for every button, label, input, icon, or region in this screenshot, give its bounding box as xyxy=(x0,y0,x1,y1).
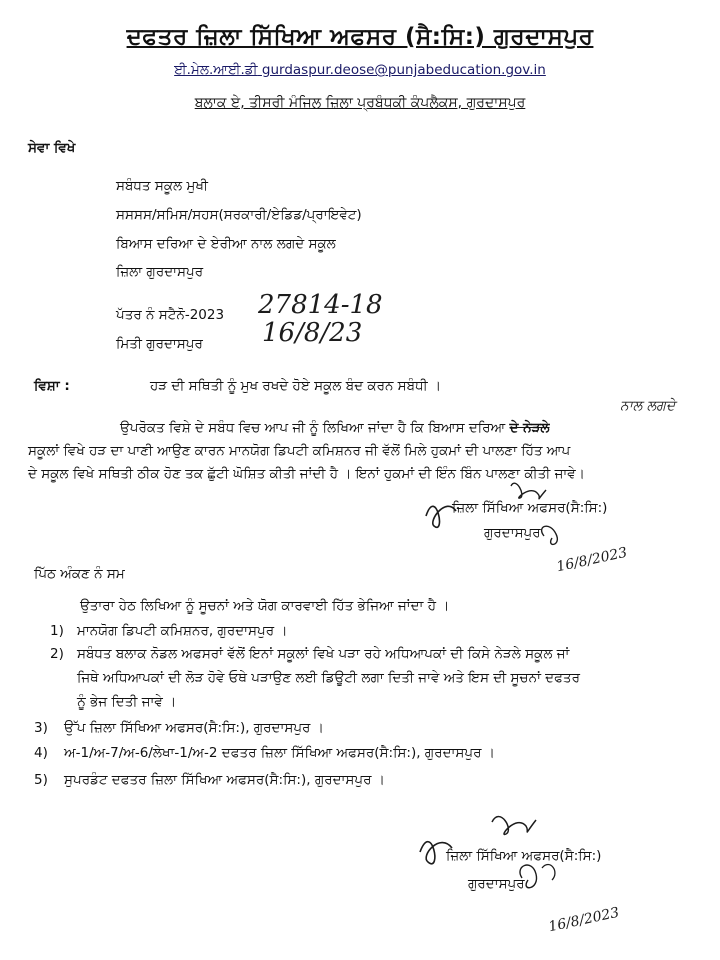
letter-number-handwritten: 27814-18 xyxy=(258,290,383,320)
salutation: ਸੇਵਾ ਵਿਖੇ xyxy=(28,140,76,156)
list-number: 2) xyxy=(50,646,64,662)
signature-2-title: ਜ਼ਿਲਾ ਸਿੱਖਿਆ ਅਫਸਰ(ਸੈ:ਸਿ:) xyxy=(446,848,602,864)
list-number: 1) xyxy=(50,623,64,639)
office-address: ਬਲਾਕ ਏ, ਤੀਸਰੀ ਮੰਜਿਲ ਜ਼ਿਲਾ ਪ੍ਰਬੰਧਕੀ ਕੰਪਲੈਕਸ, ਗੁਰਦਾਸਪੁਰ xyxy=(194,95,526,111)
body-line-3: ਦੇ ਸਕੂਲ ਵਿਖੇ ਸਥਿਤੀ ਠੀਕ ਹੋਣ ਤਕ ਛੁੱਟੀ ਘੋਸ਼ਿਤ ਕੀਤੀ ਜਾਂਦੀ ਹੈ । ਇਨਾਂ ਹੁਕਮਾਂ ਦੀ ਇੰਨ ਬਿੰਨ ਪਾਲਣਾ ਕੀਤੀ ਜਾਵੇ। xyxy=(28,466,585,482)
list-number: 3) xyxy=(34,720,48,736)
handwritten-insert: ਨਾਲ ਲਗਦੇ xyxy=(620,398,676,414)
list-line: ਉੱਪ ਜ਼ਿਲਾ ਸਿੱਖਿਆ ਅਫਸਰ(ਸੈ:ਸਿ:), ਗੁਰਦਾਸਪੁਰ । xyxy=(64,720,324,736)
list-number: 5) xyxy=(34,772,48,788)
body-line-1-text: ਉਪਰੋਕਤ ਵਿਸ਼ੇ ਦੇ ਸਬੰਧ ਵਿਚ ਆਪ ਜੀ ਨੂੰ ਲਿਖਿਆ ਜਾਂਦਾ ਹੈ ਕਿ ਬਿਆਸ ਦਰਿਆ xyxy=(120,420,506,436)
list-item xyxy=(50,642,700,714)
list-line: ਸਬੰਧਤ ਬਲਾਕ ਨੋਡਲ ਅਫਸਰਾਂ ਵੱਲੋਂ ਇਨਾਂ ਸਕੂਲਾਂ ਵਿਖੇ ਪੜਾ ਰਹੇ ਅਧਿਆਪਕਾਂ ਦੀ ਕਿਸੇ ਨੇੜਲੇ ਸਕੂਲ ਜਾਂ xyxy=(77,646,570,662)
email-address[interactable]: gurdaspur.deose@punjabeducation.gov.in xyxy=(261,62,546,78)
list-line: ਸੁਪਰਡੰਟ ਦਫਤਰ ਜ਼ਿਲਾ ਸਿੱਖਿਆ ਅਫਸਰ(ਸੈ:ਸਿ:), ਗੁਰਦਾਸਪੁਰ । xyxy=(64,772,385,788)
list-line: ਮਾਨਯੋਗ ਡਿਪਟੀ ਕਮਿਸ਼ਨਰ, ਗੁਰਦਾਸਪੁਰ । xyxy=(77,623,288,639)
signature-1-title: ਜ਼ਿਲਾ ਸਿੱਖਿਆ ਅਫਸਰ(ਸੈ:ਸਿ:) xyxy=(452,500,608,516)
subject-text: ਹੜ ਦੀ ਸਥਿਤੀ ਨੂੰ ਮੁਖ ਰਖਦੇ ਹੋਏ ਸਕੂਲ ਬੰਦ ਕਰਨ ਸਬੰਧੀ । xyxy=(150,378,442,394)
subject-label: ਵਿਸ਼ਾ : xyxy=(34,378,70,394)
list-item xyxy=(34,768,700,792)
date-handwritten: 16/8/23 xyxy=(262,318,363,348)
letter-number-label: ਪੱਤਰ ਨੰ ਸਟੈਨੋ-2023 xyxy=(116,307,225,323)
list-item xyxy=(50,619,700,643)
recipient-line-4: ਜ਼ਿਲਾ ਗੁਰਦਾਸਪੁਰ xyxy=(116,264,204,280)
signature-1-handwritten-date: 16/8/2023 xyxy=(555,544,629,576)
office-title: ਦਫਤਰ ਜ਼ਿਲਾ ਸਿੱਖਿਆ ਅਫਸਰ (ਸੈ:ਸਿ:) ਗੁਰਦਾਸਪੁਰ xyxy=(126,24,594,50)
signature-2-place: ਗੁਰਦਾਸਪੁਰ xyxy=(468,876,525,892)
signature-2-handwritten-date: 16/8/2023 xyxy=(547,904,621,936)
list-number: 4) xyxy=(34,745,48,761)
body-line-1 xyxy=(120,420,550,436)
recipient-line-1: ਸਬੰਧਤ ਸਕੂਲ ਮੁਖੀ xyxy=(116,178,208,194)
list-line: ਜਿਥੇ ਅਧਿਆਪਕਾਂ ਦੀ ਲੋੜ ਹੋਵੇ ਓਥੇ ਪੜਾਉਣ ਲਈ ਡਿਊਟੀ ਲਗਾ ਦਿਤੀ ਜਾਵੇ ਅਤੇ ਇਸ ਦੀ ਸੂਚਨਾਂ ਦਫਤਰ xyxy=(77,670,580,686)
list-line: ਨੂੰ ਭੇਜ ਦਿਤੀ ਜਾਵੇ । xyxy=(77,694,177,710)
endorsement-intro: ਉਤਾਰਾ ਹੇਠ ਲਿਖਿਆ ਨੂੰ ਸੂਚਨਾਂ ਅਤੇ ਯੋਗ ਕਾਰਵਾਈ ਹਿੱਤ ਭੇਜਿਆ ਜਾਂਦਾ ਹੈ । xyxy=(80,598,450,614)
list-item xyxy=(34,741,700,765)
list-line: ਅ-1/ਅ-7/ਅ-6/ਲੇਖਾ-1/ਅ-2 ਦਫਤਰ ਜ਼ਿਲਾ ਸਿੱਖਿਆ ਅਫਸਰ(ਸੈ:ਸਿ:), ਗੁਰਦਾਸਪੁਰ । xyxy=(64,745,495,761)
signature-mark-1 xyxy=(416,476,556,556)
recipient-line-3: ਬਿਆਸ ਦਰਿਆ ਦੇ ਏਰੀਆ ਨਾਲ ਲਗਦੇ ਸਕੂਲ xyxy=(116,236,336,252)
date-label: ਮਿਤੀ ਗੁਰਦਾਸਪੁਰ xyxy=(116,336,203,352)
signature-1-place: ਗੁਰਦਾਸਪੁਰ xyxy=(484,525,541,541)
recipient-line-2: ਸਸਸਸ/ਸਮਿਸ/ਸਹਸ(ਸਰਕਾਰੀ/ਏਡਿਡ/ਪ੍ਰਾਇਵੇਟ) xyxy=(116,207,362,223)
list-item xyxy=(34,716,700,740)
struck-text: ਦੇ ਨੇੜਲੇ xyxy=(509,420,550,436)
endorsement-heading: ਪਿੱਠ ਅੰਕਣ ਨੰ ਸਮ xyxy=(34,566,125,582)
body-line-2: ਸਕੂਲਾਂ ਵਿਖੇ ਹੜ ਦਾ ਪਾਣੀ ਆਉਣ ਕਾਰਨ ਮਾਨਯੋਗ ਡਿਪਟੀ ਕਮਿਸ਼ਨਰ ਜੀ ਵੱਲੋਂ ਮਿਲੇ ਹੁਕਮਾਂ ਦੀ ਪਾਲਣਾ ਹਿੱਤ ਆਪ xyxy=(28,443,571,459)
email-label: ਈ.ਮੇਲ.ਆਈ.ਡੀ xyxy=(174,62,258,78)
email-line[interactable] xyxy=(0,62,720,78)
